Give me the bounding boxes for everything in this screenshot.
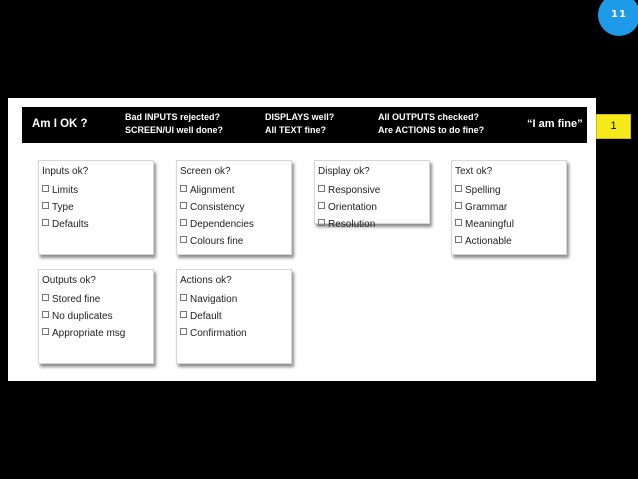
checkbox-icon[interactable] xyxy=(42,311,49,318)
checklist-item xyxy=(177,233,291,250)
checklist-item-label: Navigation xyxy=(190,294,238,305)
header-line: All TEXT fine? xyxy=(265,125,327,135)
checkbox-icon[interactable] xyxy=(42,185,49,192)
card-actions xyxy=(176,269,292,364)
card-title: Outputs ok? xyxy=(42,275,96,286)
card-title: Actions ok? xyxy=(180,275,232,286)
card-title: Text ok? xyxy=(455,166,493,177)
checklist-item-label: Consistency xyxy=(190,202,245,213)
checklist-item-label: No duplicates xyxy=(52,311,113,322)
header-line: Are ACTIONS to do fine? xyxy=(378,125,485,135)
checklist-item-label: Orientation xyxy=(328,202,377,213)
checkbox-icon[interactable] xyxy=(180,311,187,318)
checkbox-icon[interactable] xyxy=(455,202,462,209)
checklist-item xyxy=(452,216,566,233)
checkbox-icon[interactable] xyxy=(180,236,187,243)
checkbox-icon[interactable] xyxy=(318,185,325,192)
header-title: Am I OK ? xyxy=(32,118,88,130)
header-column-displays-text xyxy=(265,111,334,137)
checklist-item-label: Grammar xyxy=(465,202,508,213)
checklist-item xyxy=(39,308,153,325)
checklist-item xyxy=(39,291,153,308)
card-title: Screen ok? xyxy=(180,166,231,177)
slide xyxy=(8,98,596,381)
checklist-item xyxy=(452,199,566,216)
checklist-item-label: Type xyxy=(52,202,74,213)
checklist-item-label: Colours fine xyxy=(190,236,244,247)
checklist-item xyxy=(315,182,429,199)
checklist-item-label: Confirmation xyxy=(190,328,247,339)
header-line: SCREEN/UI well done? xyxy=(125,125,224,135)
checklist-item-label: Dependencies xyxy=(190,219,254,230)
card-outputs xyxy=(38,269,154,364)
card-text xyxy=(451,160,567,255)
checklist-item-label: Meaningful xyxy=(465,219,514,230)
checkbox-icon[interactable] xyxy=(318,202,325,209)
checklist-item-label: Actionable xyxy=(465,236,512,247)
checklist-item xyxy=(452,233,566,250)
checkbox-icon[interactable] xyxy=(180,202,187,209)
checkbox-icon[interactable] xyxy=(42,202,49,209)
checklist xyxy=(39,182,153,233)
checkbox-icon[interactable] xyxy=(455,185,462,192)
checklist xyxy=(177,182,291,250)
card-title: Inputs ok? xyxy=(42,166,89,177)
card-screen xyxy=(176,160,292,255)
checklist-item xyxy=(177,199,291,216)
checkbox-icon[interactable] xyxy=(42,294,49,301)
card-title: Display ok? xyxy=(318,166,370,177)
header-line: All OUTPUTS checked? xyxy=(378,112,480,122)
checkbox-icon[interactable] xyxy=(42,328,49,335)
checklist-item-label: Default xyxy=(190,311,222,322)
checklist xyxy=(39,291,153,342)
checkbox-icon[interactable] xyxy=(455,219,462,226)
checklist-item-label: Stored fine xyxy=(52,294,101,305)
checklist xyxy=(315,182,429,233)
checkbox-icon[interactable] xyxy=(455,236,462,243)
checklist xyxy=(452,182,566,250)
checkbox-icon[interactable] xyxy=(180,185,187,192)
header-line: DISPLAYS well? xyxy=(265,112,335,122)
checkbox-icon[interactable] xyxy=(180,294,187,301)
checklist-item-label: Alignment xyxy=(190,185,235,196)
checklist-item xyxy=(315,216,429,233)
header-column-outputs-actions xyxy=(378,111,484,137)
checklist-item xyxy=(177,325,291,342)
checklist-item-label: Spelling xyxy=(465,185,501,196)
checkbox-icon[interactable] xyxy=(180,219,187,226)
checklist-item xyxy=(177,182,291,199)
checkbox-icon[interactable] xyxy=(180,328,187,335)
slide-number-badge[interactable]: 11 xyxy=(598,0,638,36)
checklist-item xyxy=(39,199,153,216)
checklist-item-label: Responsive xyxy=(328,185,381,196)
checklist-item-label: Appropriate msg xyxy=(52,328,126,339)
checklist-item xyxy=(39,325,153,342)
checklist-item xyxy=(315,199,429,216)
checkbox-icon[interactable] xyxy=(42,219,49,226)
header-bar xyxy=(22,107,587,143)
checklist-item xyxy=(39,182,153,199)
checklist-item-label: Defaults xyxy=(52,219,89,230)
header-column-inputs-screen xyxy=(125,111,223,137)
checklist-item xyxy=(177,291,291,308)
sticky-note-marker[interactable]: 1 xyxy=(596,114,631,139)
checklist-item xyxy=(177,216,291,233)
checklist-item xyxy=(39,216,153,233)
header-line: Bad INPUTS rejected? xyxy=(125,112,221,122)
checklist-item-label: Limits xyxy=(52,185,79,196)
card-inputs xyxy=(38,160,154,255)
header-quote: “I am fine” xyxy=(527,118,583,130)
checkbox-icon[interactable] xyxy=(318,219,325,226)
card-display xyxy=(314,160,430,230)
checklist-item xyxy=(452,182,566,199)
checklist-item xyxy=(177,308,291,325)
checklist-item-label: Resolution xyxy=(328,219,376,230)
checklist xyxy=(177,291,291,342)
